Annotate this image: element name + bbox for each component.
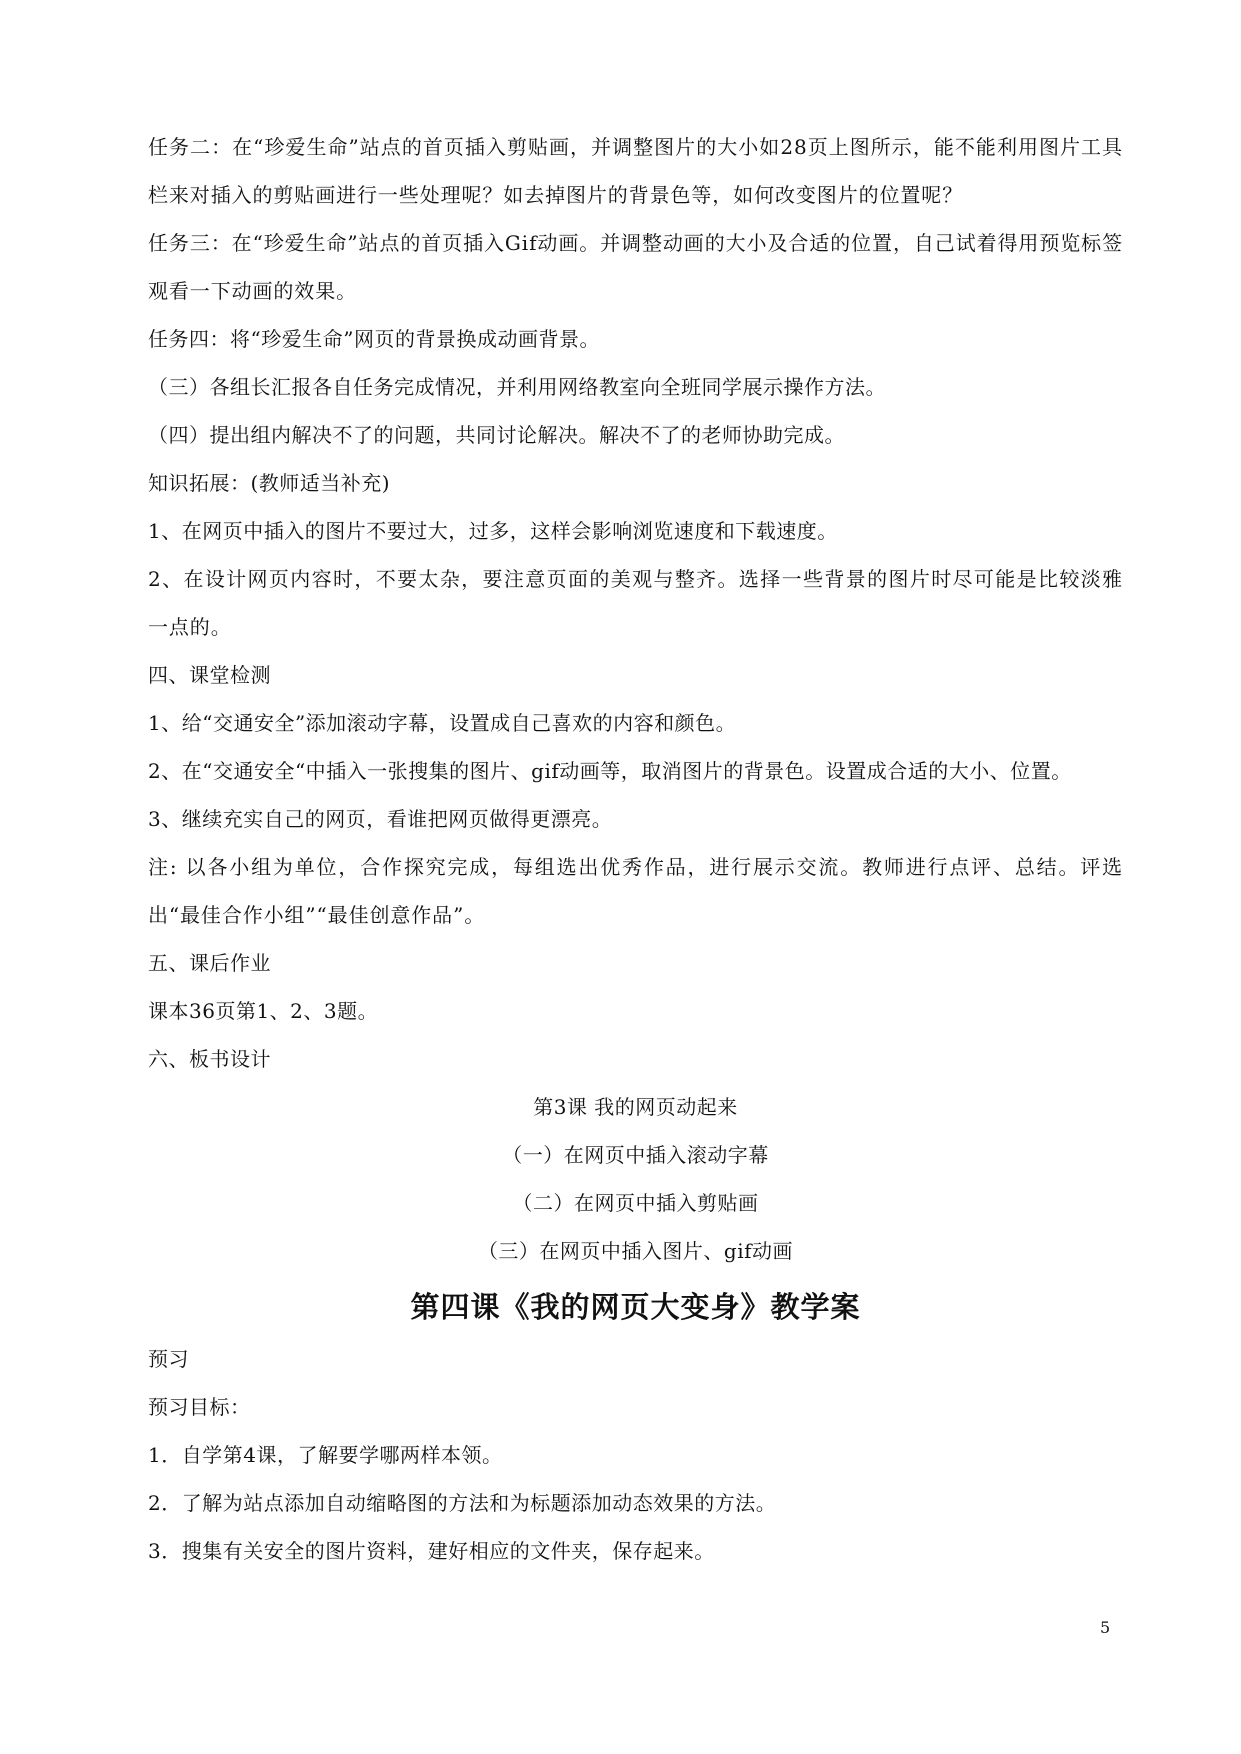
note-paragraph: 注: 以各小组为单位，合作探究完成，每组选出优秀作品，进行展示交流。教师进行点评、总结。评选出“最佳合作小组”“最佳创意作品”。 [148,855,1123,927]
knowledge-extension-heading: 知识拓展：(教师适当补充) [148,471,391,495]
step-three-paragraph: （三）各组长汇报各自任务完成情况，并利用网络教室向全班同学展示操作方法。 [148,375,886,399]
section-six-heading: 六、板书设计 [148,1047,271,1071]
preview-goals-heading: 预习目标： [148,1395,251,1419]
board-design-line-3: （二）在网页中插入剪贴画 [512,1191,759,1215]
preview-goal-3: 3．搜集有关安全的图片资料，建好相应的文件夹，保存起来。 [148,1539,715,1563]
extension-item-2: 2、在设计网页内容时，不要太杂，要注意页面的美观与整齐。选择一些背景的图片时尽可能是比较淡雅一点的。 [148,567,1123,639]
board-design-line-1: 第3课 我的网页动起来 [533,1095,738,1119]
homework-paragraph: 课本36页第1、2、3题。 [148,999,379,1023]
board-design-line-2: （一）在网页中插入滚动字幕 [502,1143,769,1167]
preview-goal-1: 1．自学第4课，了解要学哪两样本领。 [148,1443,503,1467]
task-three-paragraph: 任务三：在“珍爱生命”站点的首页插入Gif动画。并调整动画的大小及合适的位置，自己试着得用预览标签观看一下动画的效果。 [148,231,1123,303]
check-item-3: 3、继续充实自己的网页，看谁把网页做得更漂亮。 [148,807,613,831]
page-number: 5 [1100,1618,1111,1637]
lesson-title: 第四课《我的网页大变身》教学案 [410,1290,861,1324]
section-four-heading: 四、课堂检测 [148,663,271,687]
page-content [148,123,1123,1575]
section-five-heading: 五、课后作业 [148,951,271,975]
check-item-1: 1、给“交通安全”添加滚动字幕，设置成自己喜欢的内容和颜色。 [148,711,737,735]
preview-goal-2: 2．了解为站点添加自动缩略图的方法和为标题添加动态效果的方法。 [148,1491,777,1515]
check-item-2: 2、在“交通安全“中插入一张搜集的图片、gif动画等，取消图片的背景色。设置成合适的大小、位置。 [148,759,1072,783]
preview-heading: 预习 [148,1347,189,1371]
task-four-paragraph: 任务四：将“珍爱生命”网页的背景换成动画背景。 [148,327,600,351]
step-four-paragraph: （四）提出组内解决不了的问题，共同讨论解决。解决不了的老师协助完成。 [148,423,845,447]
board-design-line-4: （三）在网页中插入图片、gif动画 [477,1239,794,1263]
extension-item-1: 1、在网页中插入的图片不要过大，过多，这样会影响浏览速度和下载速度。 [148,519,838,543]
task-two-paragraph: 任务二：在“珍爱生命”站点的首页插入剪贴画，并调整图片的大小如28页上图所示，能不能利用图片工具栏来对插入的剪贴画进行一些处理呢？如去掉图片的背景色等，如何改变图片的位置呢？ [148,135,1123,207]
